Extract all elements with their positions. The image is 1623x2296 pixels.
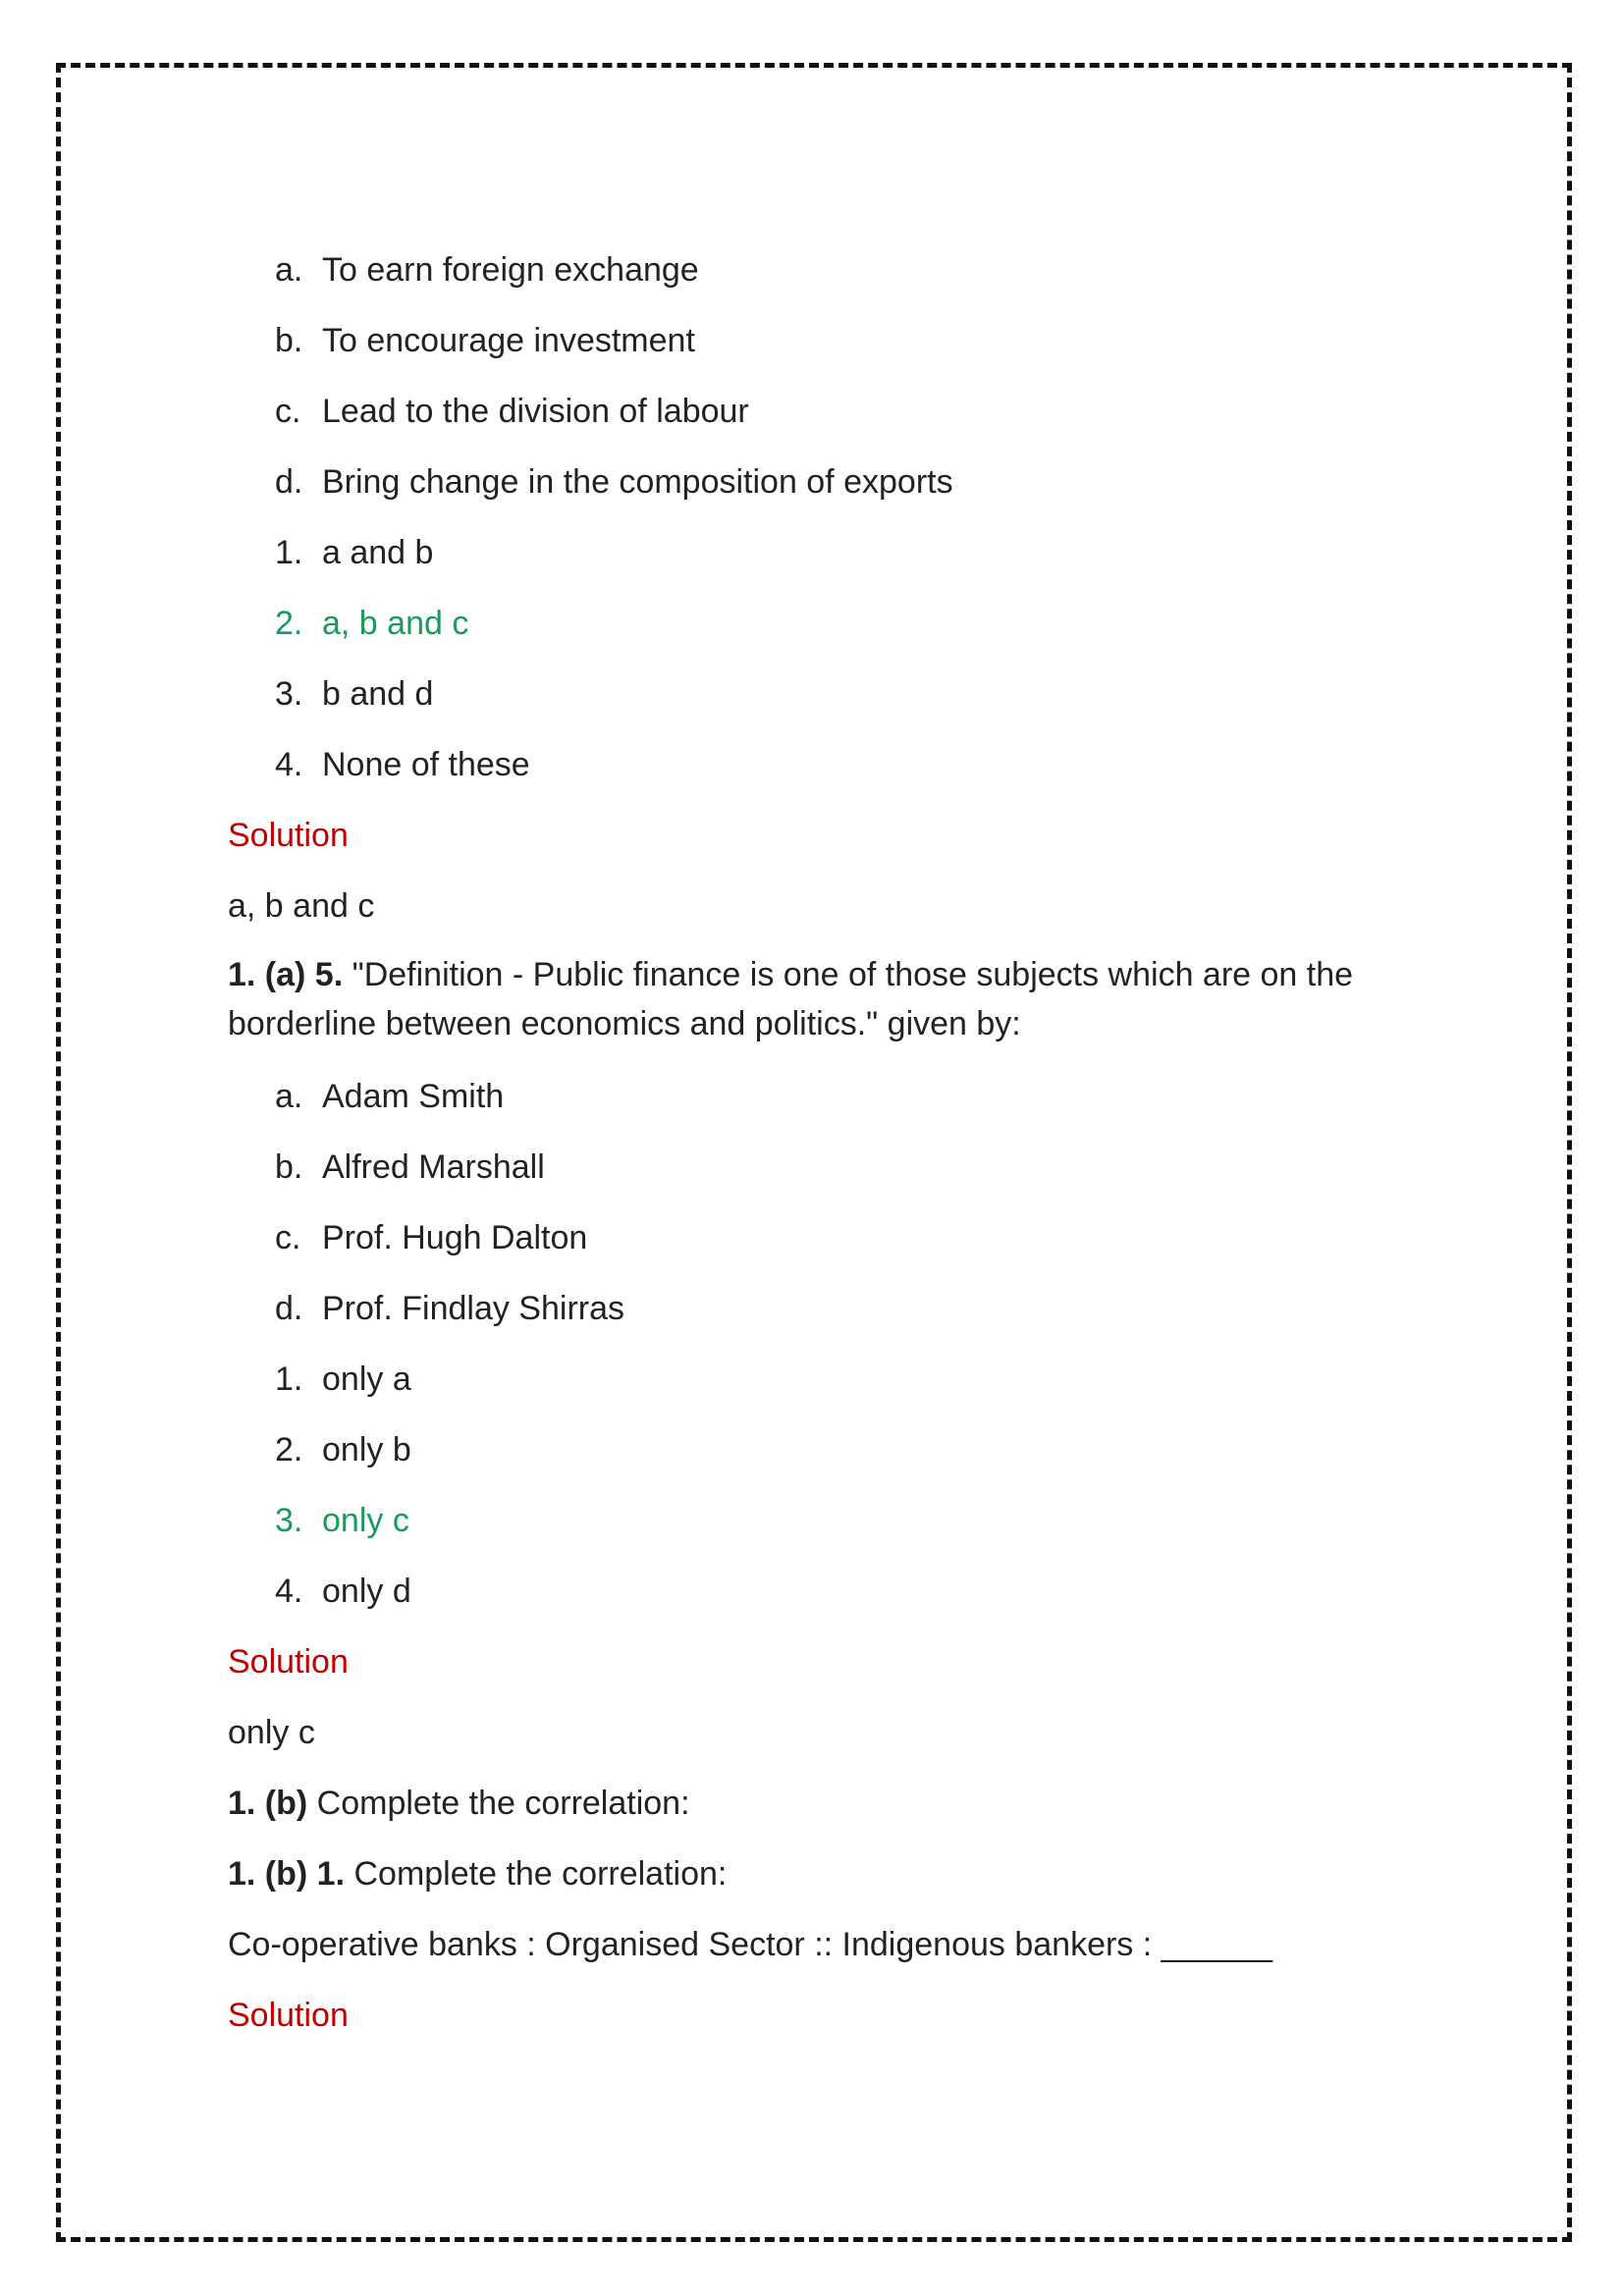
question-text: "Definition - Public finance is one of those subjects which are on the borderline between economics and politics." given by: bbox=[228, 956, 1354, 1042]
question-5 bbox=[228, 950, 1386, 1048]
statement-d: d. Bring change in the composition of exports bbox=[275, 463, 953, 501]
choice-4: 4. None of these bbox=[275, 746, 530, 783]
choice-4: 4. only d bbox=[275, 1573, 411, 1610]
statement-c: c. Lead to the division of labour bbox=[275, 393, 749, 430]
section-heading: 1. (b) Complete the correlation: bbox=[228, 1785, 690, 1822]
correlation-question: Co-operative banks : Organised Sector :: Indigenous bankers : ______ bbox=[228, 1926, 1273, 1963]
choice-2: 2. only b bbox=[275, 1431, 411, 1468]
choice-2-correct: 2. a, b and c bbox=[275, 605, 469, 642]
choice-3-correct: 3. only c bbox=[275, 1502, 409, 1539]
choice-1: 1. a and b bbox=[275, 534, 434, 571]
statement-a: a. Adam Smith bbox=[275, 1078, 505, 1115]
solution-answer: a, b and c bbox=[228, 887, 375, 925]
statement-a: a. To earn foreign exchange bbox=[275, 251, 699, 289]
choice-1: 1. only a bbox=[275, 1361, 411, 1398]
solution-answer: only c bbox=[228, 1714, 315, 1751]
solution-heading: Solution bbox=[228, 817, 349, 854]
statement-d: d. Prof. Findlay Shirras bbox=[275, 1290, 624, 1327]
statement-b: b. To encourage investment bbox=[275, 322, 695, 359]
choice-3: 3. b and d bbox=[275, 675, 434, 713]
solution-heading: Solution bbox=[228, 1643, 349, 1681]
statement-b: b. Alfred Marshall bbox=[275, 1148, 545, 1186]
question-heading: 1. (b) 1. Complete the correlation: bbox=[228, 1855, 728, 1893]
statement-c: c. Prof. Hugh Dalton bbox=[275, 1219, 588, 1256]
solution-heading: Solution bbox=[228, 1997, 349, 2034]
question-number: 1. (a) 5. bbox=[228, 956, 344, 993]
